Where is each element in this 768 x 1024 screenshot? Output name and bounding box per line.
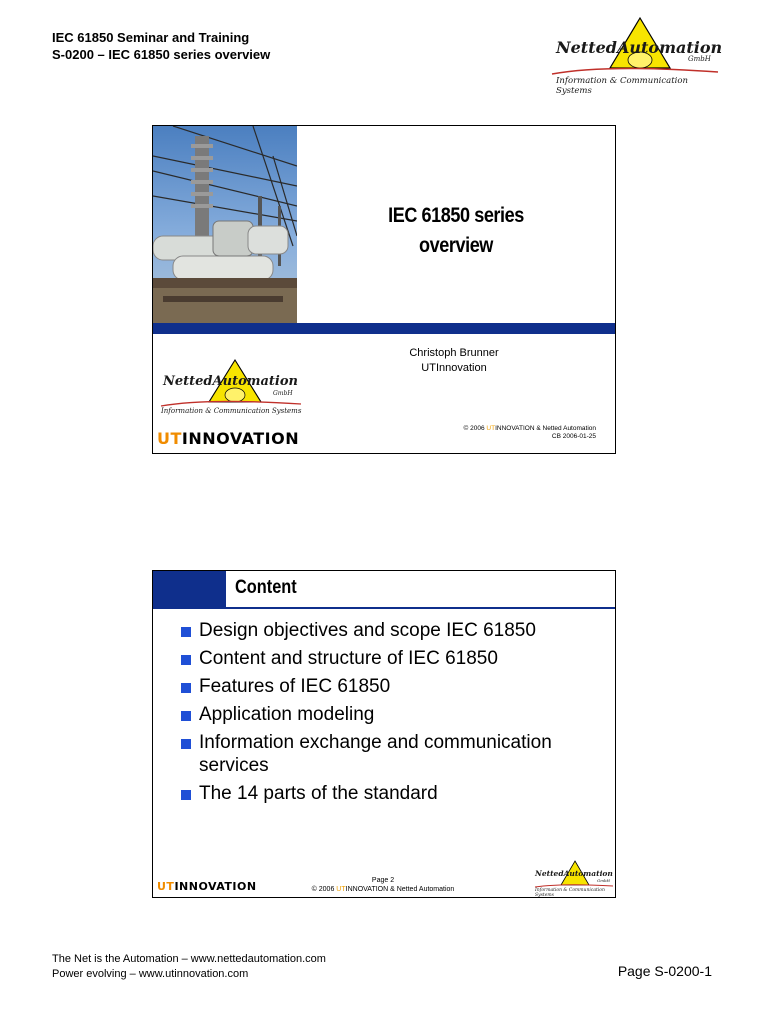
slide1-accent-bar <box>153 323 616 334</box>
list-item-text: Design objectives and scope IEC 61850 <box>199 620 536 641</box>
slide1-title <box>349 201 564 261</box>
slide1-logo-name: NettedAutomation <box>163 374 298 389</box>
netted-logo-name: NettedAutomation <box>556 38 723 57</box>
footer-line1: The Net is the Automation – www.nettedautomation.com <box>52 953 326 965</box>
slide1-doc-ref: CB 2006-01-25 <box>551 433 596 440</box>
footer-line2: Power evolving – www.utinnovation.com <box>52 968 249 980</box>
slide2-netted-logo <box>533 859 615 897</box>
slide1-logo-tagline: Information & Communication Systems <box>161 407 302 415</box>
slide2-logo-tagline: Information & Communication Systems <box>535 888 605 898</box>
slide-content <box>152 570 616 898</box>
page-header <box>52 29 270 63</box>
slide1-author-block <box>379 346 529 376</box>
list-item-text: Application modeling <box>199 704 375 725</box>
ut-logo-ut: UT <box>157 880 175 893</box>
list-item <box>181 647 601 670</box>
list-item <box>181 675 601 698</box>
slide2-header <box>153 571 616 609</box>
slide-title <box>152 125 616 454</box>
slide2-content-list <box>181 619 601 810</box>
substation-image-icon <box>153 126 297 324</box>
copyright-suffix: INNOVATION & Netted Automation <box>345 886 455 893</box>
slide1-utinnovation-logo <box>157 429 299 448</box>
bullet-square-icon <box>181 711 191 721</box>
copyright-ut: UT <box>486 425 496 432</box>
netted-logo-tagline: Information & Communication Systems <box>556 76 688 96</box>
slide1-company: UTInnovation <box>421 362 487 374</box>
netted-logo-gmbh: GmbH <box>688 55 711 63</box>
page-footer <box>52 952 326 982</box>
copyright-prefix: © 2006 <box>311 886 337 893</box>
slide2-logo-gmbh: GmbH <box>597 878 611 883</box>
bullet-square-icon <box>181 739 191 749</box>
list-item-text: Content and structure of IEC 61850 <box>199 648 498 669</box>
slide2-title: Content <box>235 577 297 598</box>
list-item <box>181 703 601 726</box>
header-title: IEC 61850 Seminar and Training <box>52 30 250 45</box>
slide1-logo-gmbh: GmbH <box>273 390 293 397</box>
bullet-square-icon <box>181 627 191 637</box>
netted-automation-logo <box>546 14 726 96</box>
bullet-square-icon <box>181 655 191 665</box>
list-item-text: Features of IEC 61850 <box>199 676 391 697</box>
slide2-footer <box>303 876 463 894</box>
copyright-prefix: © 2006 <box>463 425 487 432</box>
slide1-copyright <box>393 425 596 441</box>
slide2-header-block <box>153 571 226 609</box>
ut-logo-innovation: INNOVATION <box>181 429 300 448</box>
slide2-logo-name: NettedAutomation <box>535 869 613 878</box>
ut-logo-ut: UT <box>157 429 182 448</box>
copyright-ut: UT <box>336 886 346 893</box>
list-item-text: Information exchange and communication services <box>199 732 552 776</box>
list-item <box>181 619 601 642</box>
ut-logo-innovation: INNOVATION <box>174 880 257 893</box>
copyright-suffix: INNOVATION & Netted Automation <box>495 425 596 432</box>
slide1-author: Christoph Brunner <box>409 347 499 359</box>
substation-photo <box>153 126 297 324</box>
slide2-utinnovation-logo <box>157 880 257 893</box>
header-subtitle: S-0200 – IEC 61850 series overview <box>52 47 271 62</box>
list-item <box>181 731 601 777</box>
slide1-netted-logo <box>157 356 307 422</box>
list-item-text: The 14 parts of the standard <box>199 783 438 804</box>
page-number: Page S-0200-1 <box>617 963 712 979</box>
slide1-title-line2: overview <box>419 234 493 257</box>
slide2-page-number: Page 2 <box>371 877 395 884</box>
list-item <box>181 782 601 805</box>
slide1-title-line1: IEC 61850 series <box>388 204 524 227</box>
bullet-square-icon <box>181 683 191 693</box>
bullet-square-icon <box>181 790 191 800</box>
